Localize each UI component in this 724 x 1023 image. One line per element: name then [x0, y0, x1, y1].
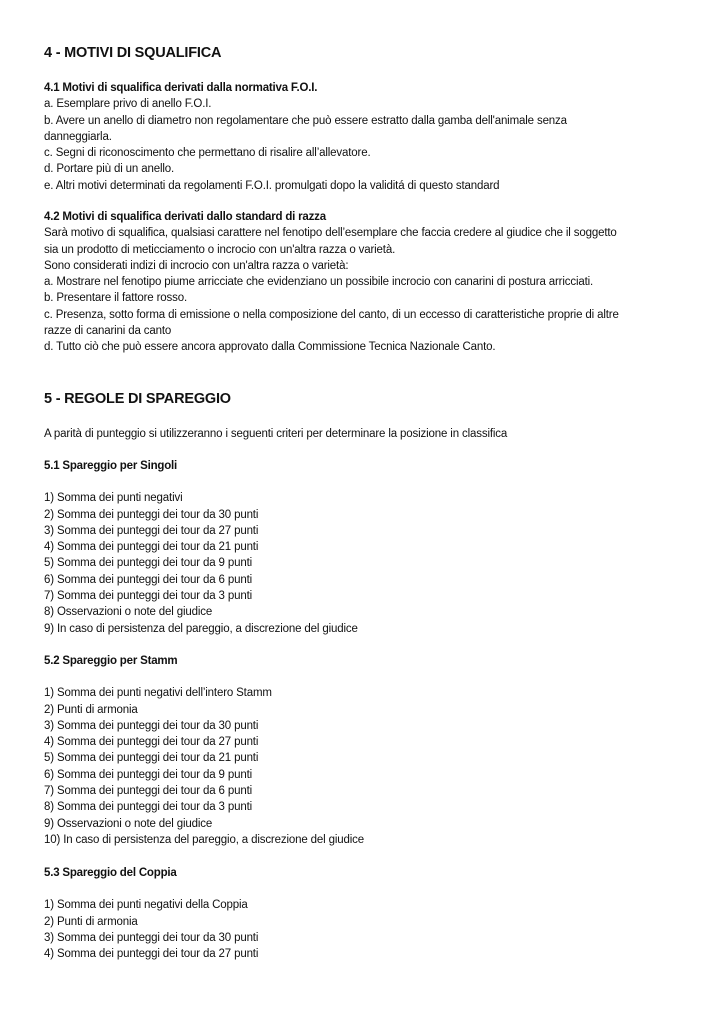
section-5-3-heading: 5.3 Spareggio del Coppia — [44, 867, 177, 879]
list-item: 3) Somma dei punteggi dei tour da 30 punti — [44, 931, 259, 944]
list-item: 1) Somma dei punti negativi — [44, 492, 183, 505]
section-4-2 — [44, 209, 704, 356]
paragraph-line: Sono considerati indizi di incrocio con un'altra razza o varietà: — [44, 259, 349, 272]
list-item: 3) Somma dei punteggi dei tour da 27 punti — [44, 524, 259, 537]
list-item: 4) Somma dei punteggi dei tour da 21 punti — [44, 541, 259, 554]
list-item: 3) Somma dei punteggi dei tour da 30 punti — [44, 719, 259, 732]
section-4-1-heading: 4.1 Motivi di squalifica derivati dalla normativa F.O.I. — [44, 82, 318, 94]
list-item: 1) Somma dei punti negativi dell’intero Stamm — [44, 687, 272, 700]
section-4-heading: 4 - MOTIVI DI SQUALIFICA — [44, 45, 222, 61]
section-4-1 — [44, 80, 704, 194]
section-5-3 — [44, 865, 704, 962]
list-item: a. Esemplare privo di anello F.O.I. — [44, 98, 212, 111]
section-5-2 — [44, 653, 704, 848]
section-5-2-heading: 5.2 Spareggio per Stamm — [44, 655, 178, 667]
list-item: 9) In caso di persistenza del pareggio, a discrezione del giudice — [44, 622, 358, 635]
list-item: 4) Somma dei punteggi dei tour da 27 punti — [44, 948, 259, 961]
section-5-1 — [44, 458, 704, 637]
list-item: d. Tutto ciò che può essere ancora approvato dalla Commissione Tecnica Nazionale Canto. — [44, 341, 496, 354]
list-item: 8) Somma dei punteggi dei tour da 3 punti — [44, 801, 253, 814]
paragraph-line: sia un prodotto di meticciamento o incrocio con un'altra razza o varietà. — [44, 243, 396, 256]
list-item: 2) Punti di armonia — [44, 703, 138, 716]
section-4-2-heading: 4.2 Motivi di squalifica derivati dallo standard di razza — [44, 211, 326, 223]
section-5-heading: 5 - REGOLE DI SPAREGGIO — [44, 391, 231, 407]
list-item: 1) Somma dei punti negativi della Coppia — [44, 899, 248, 912]
list-item: 2) Somma dei punteggi dei tour da 30 punti — [44, 508, 259, 521]
list-item: razze di canarini da canto — [44, 325, 172, 338]
list-item: c. Segni di riconoscimento che permettano di risalire all’allevatore. — [44, 147, 371, 160]
list-item: 7) Somma dei punteggi dei tour da 6 punti — [44, 785, 253, 798]
list-item: 5) Somma dei punteggi dei tour da 9 punti — [44, 557, 253, 570]
list-item: b. Presentare il fattore rosso. — [44, 292, 188, 305]
list-item: d. Portare più di un anello. — [44, 163, 175, 176]
list-item: danneggiarla. — [44, 130, 112, 143]
section-5-intro: A parità di punteggio si utilizzeranno i seguenti criteri per determinare la posizione in classifica — [44, 428, 508, 440]
list-item: 2) Punti di armonia — [44, 915, 138, 928]
list-item: b. Avere un anello di diametro non regolamentare che può essere estratto dalla gamba dell'animale senza — [44, 114, 567, 127]
list-item: 9) Osservazioni o note del giudice — [44, 817, 213, 830]
list-item: 7) Somma dei punteggi dei tour da 3 punti — [44, 590, 253, 603]
list-item: 8) Osservazioni o note del giudice — [44, 606, 213, 619]
list-item: 5) Somma dei punteggi dei tour da 21 punti — [44, 752, 259, 765]
list-item: 6) Somma dei punteggi dei tour da 9 punti — [44, 768, 253, 781]
list-item: 10) In caso di persistenza del pareggio, a discrezione del giudice — [44, 833, 364, 846]
list-item: 4) Somma dei punteggi dei tour da 27 punti — [44, 736, 259, 749]
list-item: a. Mostrare nel fenotipo piume arricciate che evidenziano un possibile incrocio con canarini di postura arricciati. — [44, 276, 594, 289]
list-item: c. Presenza, sotto forma di emissione o nella composizione del canto, di un eccesso di caratteristiche proprie di altre — [44, 308, 619, 321]
list-item: 6) Somma dei punteggi dei tour da 6 punti — [44, 573, 253, 586]
list-item: e. Altri motivi determinati da regolamenti F.O.I. promulgati dopo la validitá di questo standard — [44, 179, 500, 192]
paragraph-line: Sarà motivo di squalifica, qualsiasi carattere nel fenotipo dell’esemplare che faccia credere al giudice che il soggetto — [44, 227, 617, 240]
section-5-1-heading: 5.1 Spareggio per Singoli — [44, 460, 178, 472]
